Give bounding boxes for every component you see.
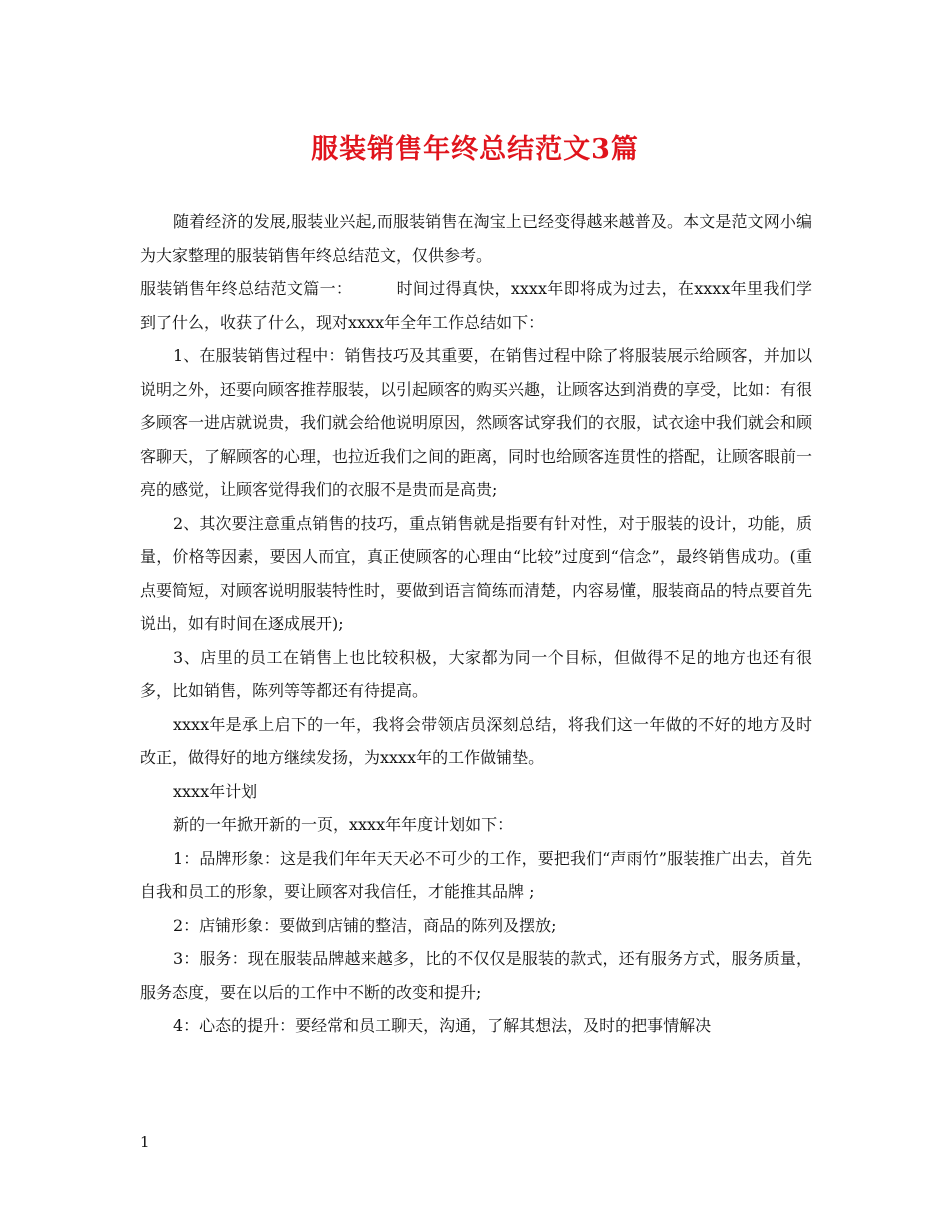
paragraph-intro: 随着经济的发展,服装业兴起,而服装销售在淘宝上已经变得越来越普及。本文是范文网小编为大家整理的服装销售年终总结范文，仅供参考。 xyxy=(140,212,812,265)
paragraph-plan-heading: xxxx年计划 xyxy=(173,781,258,801)
paragraph-point-2: 2、其次要注意重点销售的技巧，重点销售就是指要有针对性，对于服装的设计，功能，质量，价格等因素，要因人而宜，真正使顾客的心理由“比较”过度到“信念”，最终销售成功。(重点要简短，对顾客说明服装特性时，要做到语言简练而清楚，内容易懂，服装商品的特点要首先说出，如有时间在逐成展开); xyxy=(140,513,813,633)
paragraph-point-3: 3、店里的员工在销售上也比较积极，大家都为同一个目标，但做得不足的地方也还有很多，比如销售，陈列等等都还有待提高。 xyxy=(140,647,812,700)
paragraph-year-summary: xxxx年是承上启下的一年，我将会带领店员深刻总结，将我们这一年做的不好的地方及时改正，做得好的地方继续发扬，为xxxx年的工作做铺垫。 xyxy=(140,714,812,767)
paragraph-plan-intro: 新的一年掀开新的一页，xxxx年年度计划如下： xyxy=(173,815,514,834)
paragraph-plan-1: 1：品牌形象：这是我们年年天天必不可少的工作，要把我们“声雨竹”服装推广出去，首先自我和员工的形象，要让顾客对我信任，才能推其品牌 ; xyxy=(140,848,812,901)
page-number: 1 xyxy=(140,1133,150,1151)
article-one-heading: 服装销售年终总结范文篇一： xyxy=(140,279,353,298)
article-one-opening: 时间过得真快，xxxx年即将成为过去，在xxxx年里我们学到了什么，收获了什么，现对xxxx年全年工作总结如下： xyxy=(140,279,812,332)
paragraph-plan-3: 3：服务：现在服装品牌越来越多，比的不仅仅是服装的款式，还有服务方式，服务质量，服务态度，要在以后的工作中不断的改变和提升; xyxy=(140,949,812,1002)
paragraph-plan-2: 2：店铺形象：要做到店铺的整洁，商品的陈列及摆放; xyxy=(173,915,557,935)
paragraph-plan-4: 4：心态的提升：要经常和员工聊天，沟通，了解其想法，及时的把事情解决 xyxy=(173,1016,712,1035)
document-body xyxy=(140,205,812,1043)
paragraph-article-one xyxy=(140,272,812,339)
document-title: 服装销售年终总结范文3篇 xyxy=(311,134,639,165)
paragraph-point-1: 1、在服装销售过程中：销售技巧及其重要，在销售过程中除了将服装展示给顾客，并加以说明之外，还要向顾客推荐服装，以引起顾客的购买兴趣，让顾客达到消费的享受，比如：有很多顾客一进店就说贵，我们就会给他说明原因，然顾客试穿我们的衣服，试衣途中我们就会和顾客聊天，了解顾客的心理，也拉近我们之间的距离，同时也给顾客连贯性的搭配，让顾客眼前一亮的感觉，让顾客觉得我们的衣服不是贵而是高贵; xyxy=(140,346,813,499)
